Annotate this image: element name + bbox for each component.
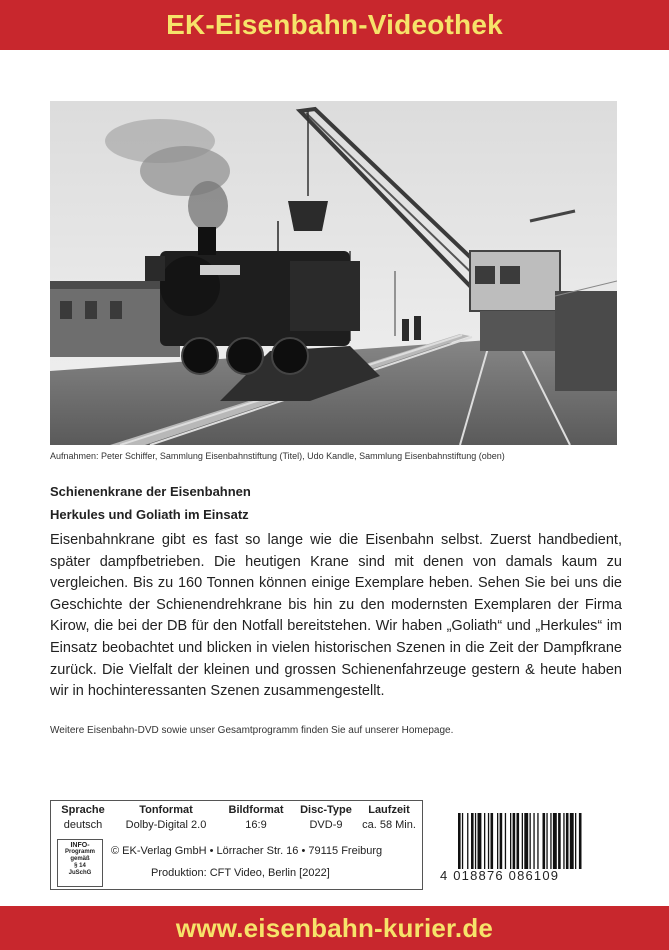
usk-line: gemäß bbox=[70, 856, 90, 862]
publisher-address: © EK-Verlag GmbH • Lörracher Str. 16 • 79115 Freiburg bbox=[111, 845, 383, 857]
spec-bildformat bbox=[216, 803, 296, 833]
specs-box bbox=[50, 800, 423, 890]
spec-label: Disc-Type bbox=[300, 804, 352, 816]
spec-laufzeit bbox=[359, 803, 419, 833]
spec-label: Tonformat bbox=[139, 804, 193, 816]
usk-line: JuSchG bbox=[68, 870, 92, 876]
crane-locomotive-photo bbox=[50, 101, 617, 445]
spec-value: DVD-9 bbox=[309, 819, 343, 831]
more-info-text: Weitere Eisenbahn-DVD sowie unser Gesamtprogramm finden Sie auf unserer Homepage. bbox=[50, 725, 454, 736]
spec-tonformat bbox=[116, 803, 216, 833]
spec-value: Dolby-Digital 2.0 bbox=[125, 819, 207, 831]
website-url: www.eisenbahn-kurier.de bbox=[175, 913, 494, 943]
spec-value: 16:9 bbox=[245, 819, 267, 831]
spec-value: ca. 58 Min. bbox=[362, 819, 416, 831]
header-band bbox=[0, 0, 669, 50]
usk-line: Programm bbox=[64, 849, 95, 855]
usk-line: § 14 bbox=[74, 863, 86, 869]
spec-label: Bildformat bbox=[228, 804, 284, 816]
section-title: Schienenkrane der Eisenbahnen bbox=[50, 484, 251, 499]
spec-sprache bbox=[53, 803, 113, 833]
section-subtitle: Herkules und Goliath im Einsatz bbox=[50, 507, 249, 522]
production-credit: Produktion: CFT Video, Berlin [2022] bbox=[151, 867, 330, 879]
spec-value: deutsch bbox=[63, 819, 103, 831]
photo-caption: Aufnahmen: Peter Schiffer, Sammlung Eisenbahnstiftung (Titel), Udo Kandle, Sammlung Eisenbahnstiftung (oben) bbox=[50, 451, 505, 461]
usk-line: INFO- bbox=[70, 842, 90, 849]
series-title: EK-Eisenbahn-Videothek bbox=[166, 9, 503, 40]
spec-label: Sprache bbox=[61, 804, 105, 816]
spec-disc-type bbox=[293, 803, 359, 833]
barcode-number: 4 018876 086109 bbox=[440, 868, 560, 883]
usk-info-badge bbox=[57, 839, 103, 887]
description-text: Eisenbahnkrane gibt es fast so lange wie die Eisenbahn selbst. Zuerst handbedient, später dampfbetrieben. Die heutigen Krane sind mit denen von damals kaum zu vergleichen. Bis zu 160 Tonnen können einige Exemplare heben. Sehen Sie bei uns die Geschichte der Schienendrehkrane bis hin zu den modernsten Exemplaren der Firma Kirow, die bei der DB für den Notfall bereitstehen. Wir haben „Goliath“ und „Herkules“ im Einsatz beobachtet und blicken in vielen historischen Szenen in die Zeit der Dampfkrane zurück. Die Vielfalt der kleinen und grossen Schienenfahrzeuge gestern & heute haben wir in hochinteressanten Szenen zusammengestellt. bbox=[50, 532, 622, 700]
footer-band bbox=[0, 906, 669, 950]
spec-label: Laufzeit bbox=[368, 804, 410, 816]
